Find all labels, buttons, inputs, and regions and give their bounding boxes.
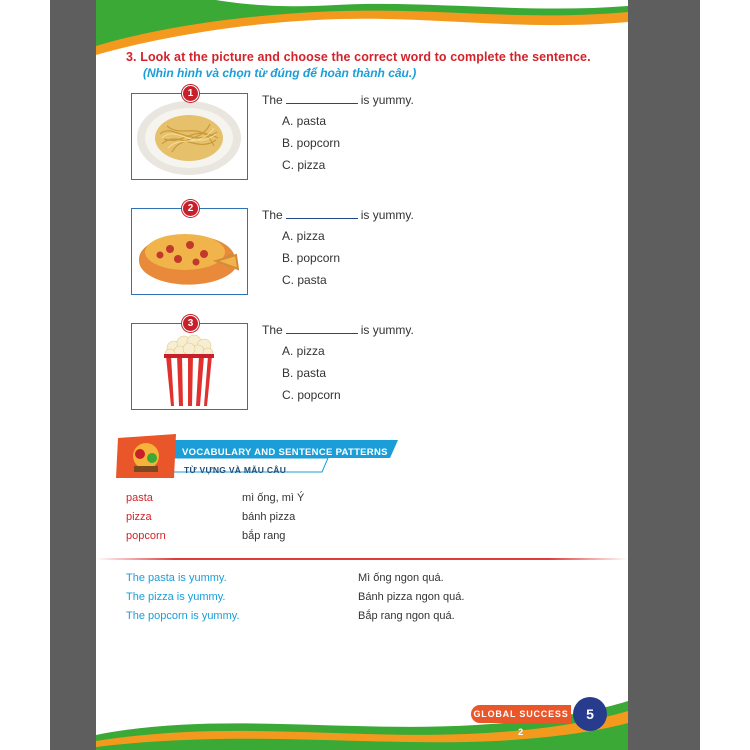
sentence-start: The	[262, 93, 283, 107]
exercise-number: 3.	[126, 50, 137, 64]
question-1-number-badge: 1	[182, 85, 199, 102]
section-divider	[96, 558, 628, 560]
question-2-option-b[interactable]: B. popcorn	[282, 251, 341, 265]
popcorn-icon	[132, 324, 247, 409]
instruction-english-text: Look at the picture and choose the correct word to complete the sentence.	[140, 50, 591, 64]
sentence-end: is yummy.	[360, 208, 414, 222]
pizza-icon	[132, 209, 247, 294]
question-1-option-a[interactable]: A. pasta	[282, 114, 327, 128]
right-margin-bar	[628, 0, 700, 750]
pattern-english: The popcorn is yummy.	[126, 610, 240, 622]
page-number-badge: 5	[573, 697, 607, 731]
question-2-number-badge: 2	[182, 200, 199, 217]
sentence-end: is yummy.	[360, 323, 414, 337]
vocab-word: popcorn	[126, 530, 166, 542]
question-1-sentence	[262, 93, 414, 107]
question-2	[131, 203, 601, 298]
question-1-option-c[interactable]: C. pizza	[282, 158, 326, 172]
spaghetti-bowl-icon	[132, 94, 247, 179]
sentence-end: is yummy.	[360, 93, 414, 107]
pattern-vietnamese: Mì ống ngon quá.	[358, 572, 444, 584]
vocab-meaning: bánh pizza	[242, 511, 296, 523]
question-3-option-b[interactable]: B. pasta	[282, 366, 327, 380]
question-2-sentence	[262, 208, 414, 222]
question-3-number-badge: 3	[182, 315, 199, 332]
pattern-vietnamese: Bánh pizza ngon quá.	[358, 591, 465, 603]
pattern-english: The pizza is yummy.	[126, 591, 226, 603]
vocabulary-banner-subtitle: TỪ VỰNG VÀ MẪU CÂU	[184, 465, 287, 475]
pattern-vietnamese: Bắp rang ngon quá.	[358, 610, 455, 622]
question-1-option-b[interactable]: B. popcorn	[282, 136, 341, 150]
question-3-option-a[interactable]: A. pizza	[282, 344, 325, 358]
question-2-option-c[interactable]: C. pasta	[282, 273, 327, 287]
question-3-option-c[interactable]: C. popcorn	[282, 388, 341, 402]
answer-blank[interactable]	[286, 324, 358, 334]
vocab-word: pizza	[126, 511, 152, 523]
workbook-page	[96, 0, 628, 750]
question-1-image	[131, 93, 248, 180]
question-2-image	[131, 208, 248, 295]
vocab-word: pasta	[126, 492, 153, 504]
vocab-meaning: mì ống, mì Ý	[242, 492, 305, 504]
question-2-option-a[interactable]: A. pizza	[282, 229, 325, 243]
vocab-meaning: bắp rang	[242, 530, 286, 542]
pattern-english: The pasta is yummy.	[126, 572, 227, 584]
answer-blank[interactable]	[286, 94, 358, 104]
instruction-vietnamese: (Nhìn hình và chọn từ đúng để hoàn thành câu.)	[143, 66, 417, 80]
question-1	[131, 88, 601, 183]
vocabulary-banner-title: VOCABULARY AND SENTENCE PATTERNS	[182, 447, 388, 458]
sentence-start: The	[262, 208, 283, 222]
question-3	[131, 318, 601, 413]
left-margin-bar	[50, 0, 96, 750]
book-title-label: GLOBAL SUCCESS 2	[471, 705, 571, 723]
exercise-instruction	[126, 50, 621, 80]
question-3-image	[131, 323, 248, 410]
question-3-sentence	[262, 323, 414, 337]
sentence-start: The	[262, 323, 283, 337]
instruction-english	[126, 50, 621, 64]
answer-blank[interactable]	[286, 209, 358, 219]
